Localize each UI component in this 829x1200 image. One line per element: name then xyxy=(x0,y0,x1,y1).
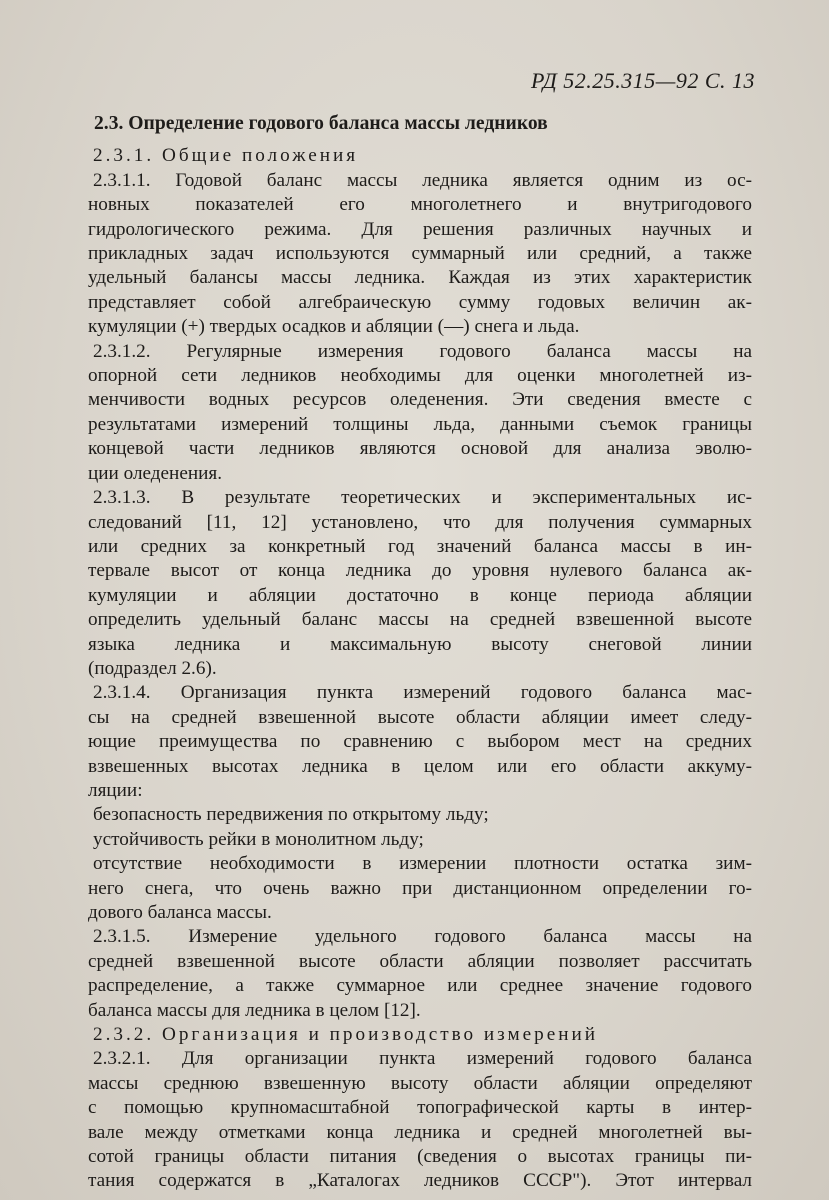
text-line: 2.3.1.4. Организация пункта измерений годового баланса мас- xyxy=(93,682,752,704)
subsection-heading-2-3-1: 2.3.1. Общие положения xyxy=(93,145,359,167)
paragraph-2-3-1-3 xyxy=(88,486,752,681)
text-line: сотой границы области питания (сведения о высотах границы пи- xyxy=(88,1146,752,1168)
text-line: вале между отметками конца ледника и средней многолетней вы- xyxy=(88,1121,752,1143)
text-line: него снега, что очень важно при дистанционном определении го- xyxy=(88,877,752,899)
text-line: ляции: xyxy=(88,779,143,801)
text-line: 2.3.1.2. Регулярные измерения годового баланса массы на xyxy=(93,340,752,362)
text-line: следований [11, 12] установлено, что для получения суммарных xyxy=(88,511,752,533)
text-line: опорной сети ледников необходимы для оценки многолетней из- xyxy=(88,365,752,387)
text-line: 2.3.1.3. В результате теоретических и экспериментальных ис- xyxy=(93,487,752,509)
text-line: тервале высот от конца ледника до уровня нулевого баланса ак- xyxy=(88,560,752,582)
text-line: 2.3.1.5. Измерение удельного годового баланса массы на xyxy=(93,926,752,948)
paragraph-2-3-1-1 xyxy=(88,169,752,340)
text-line: средней взвешенной высоте области абляции позволяет рассчитать xyxy=(88,950,752,972)
document-body xyxy=(88,112,752,1194)
page-header: РД 52.25.315—92 С. 13 xyxy=(531,68,755,93)
paragraph-2-3-1-4 xyxy=(88,681,752,803)
text-line: или средних за конкретный год значений баланса массы в ин- xyxy=(88,535,752,557)
text-line: баланса массы для ледника в целом [12]. xyxy=(88,999,421,1021)
text-line: отсутствие необходимости в измерении плотности остатка зим- xyxy=(93,853,752,875)
list-item xyxy=(88,852,752,925)
text-line: дового баланса массы. xyxy=(88,902,272,923)
text-line: представляет собой алгебраическую сумму годовых величин ак- xyxy=(88,291,752,313)
text-line: с помощью крупномасштабной топографической карты в интер- xyxy=(88,1097,752,1119)
text-line: 2.3.2.1. Для организации пункта измерений годового баланса xyxy=(93,1048,752,1070)
text-line: 2.3.1.1. Годовой баланс массы ледника является одним из ос- xyxy=(93,169,752,191)
text-line: кумуляции (+) твердых осадков и абляции (—) снега и льда. xyxy=(88,316,580,338)
text-line: тания содержатся в „Каталогах ледников СССР"). Этот интервал xyxy=(88,1170,752,1192)
text-line: прикладных задач используются суммарный или средний, а также xyxy=(88,243,752,265)
subsection-heading-2-3-2: 2.3.2. Организация и производство измерений xyxy=(93,1024,599,1046)
text-line: определить удельный баланс массы на средней взвешенной высоте xyxy=(88,609,752,631)
text-line: менчивости водных ресурсов оледенения. Эти сведения вместе с xyxy=(88,389,752,411)
text-line: ющие преимущества по сравнению с выбором мест на средних xyxy=(88,731,752,753)
text-line: гидрологического режима. Для решения различных научных и xyxy=(88,218,752,240)
text-line: взвешенных высотах ледника в целом или его области аккуму- xyxy=(88,755,752,777)
list-item xyxy=(88,828,752,852)
paragraph-2-3-1-2 xyxy=(88,340,752,486)
text-line: удельный балансы массы ледника. Каждая из этих характеристик xyxy=(88,267,752,289)
text-line: распределение, а также суммарное или среднее значение годового xyxy=(88,975,752,997)
text-line: сы на средней взвешенной высоте области абляции имеет следу- xyxy=(88,706,752,728)
text-line: кумуляции и абляции достаточно в конце периода абляции xyxy=(88,584,752,606)
section-title: 2.3. Определение годового баланса массы ледников xyxy=(94,113,548,134)
text-line: ции оледенения. xyxy=(88,462,223,484)
text-line: новных показателей его многолетнего и внутригодового xyxy=(88,194,752,216)
text-line: языка ледника и максимальную высоту снеговой линии xyxy=(88,633,752,655)
list-item xyxy=(88,803,752,827)
paragraph-2-3-1-5 xyxy=(88,925,752,1023)
text-line: результатами измерений толщины льда, данными съемок границы xyxy=(88,413,752,435)
paragraph-2-3-2-1 xyxy=(88,1047,752,1193)
text-line: устойчивость рейки в монолитном льду; xyxy=(93,828,424,850)
text-line: концевой части ледников являются основой для анализа эволю- xyxy=(88,438,752,460)
text-line: безопасность передвижения по открытому льду; xyxy=(93,804,489,826)
text-line: массы среднюю взвешенную высоту области абляции определяют xyxy=(88,1072,752,1094)
text-line: (подраздел 2.6). xyxy=(88,657,217,679)
